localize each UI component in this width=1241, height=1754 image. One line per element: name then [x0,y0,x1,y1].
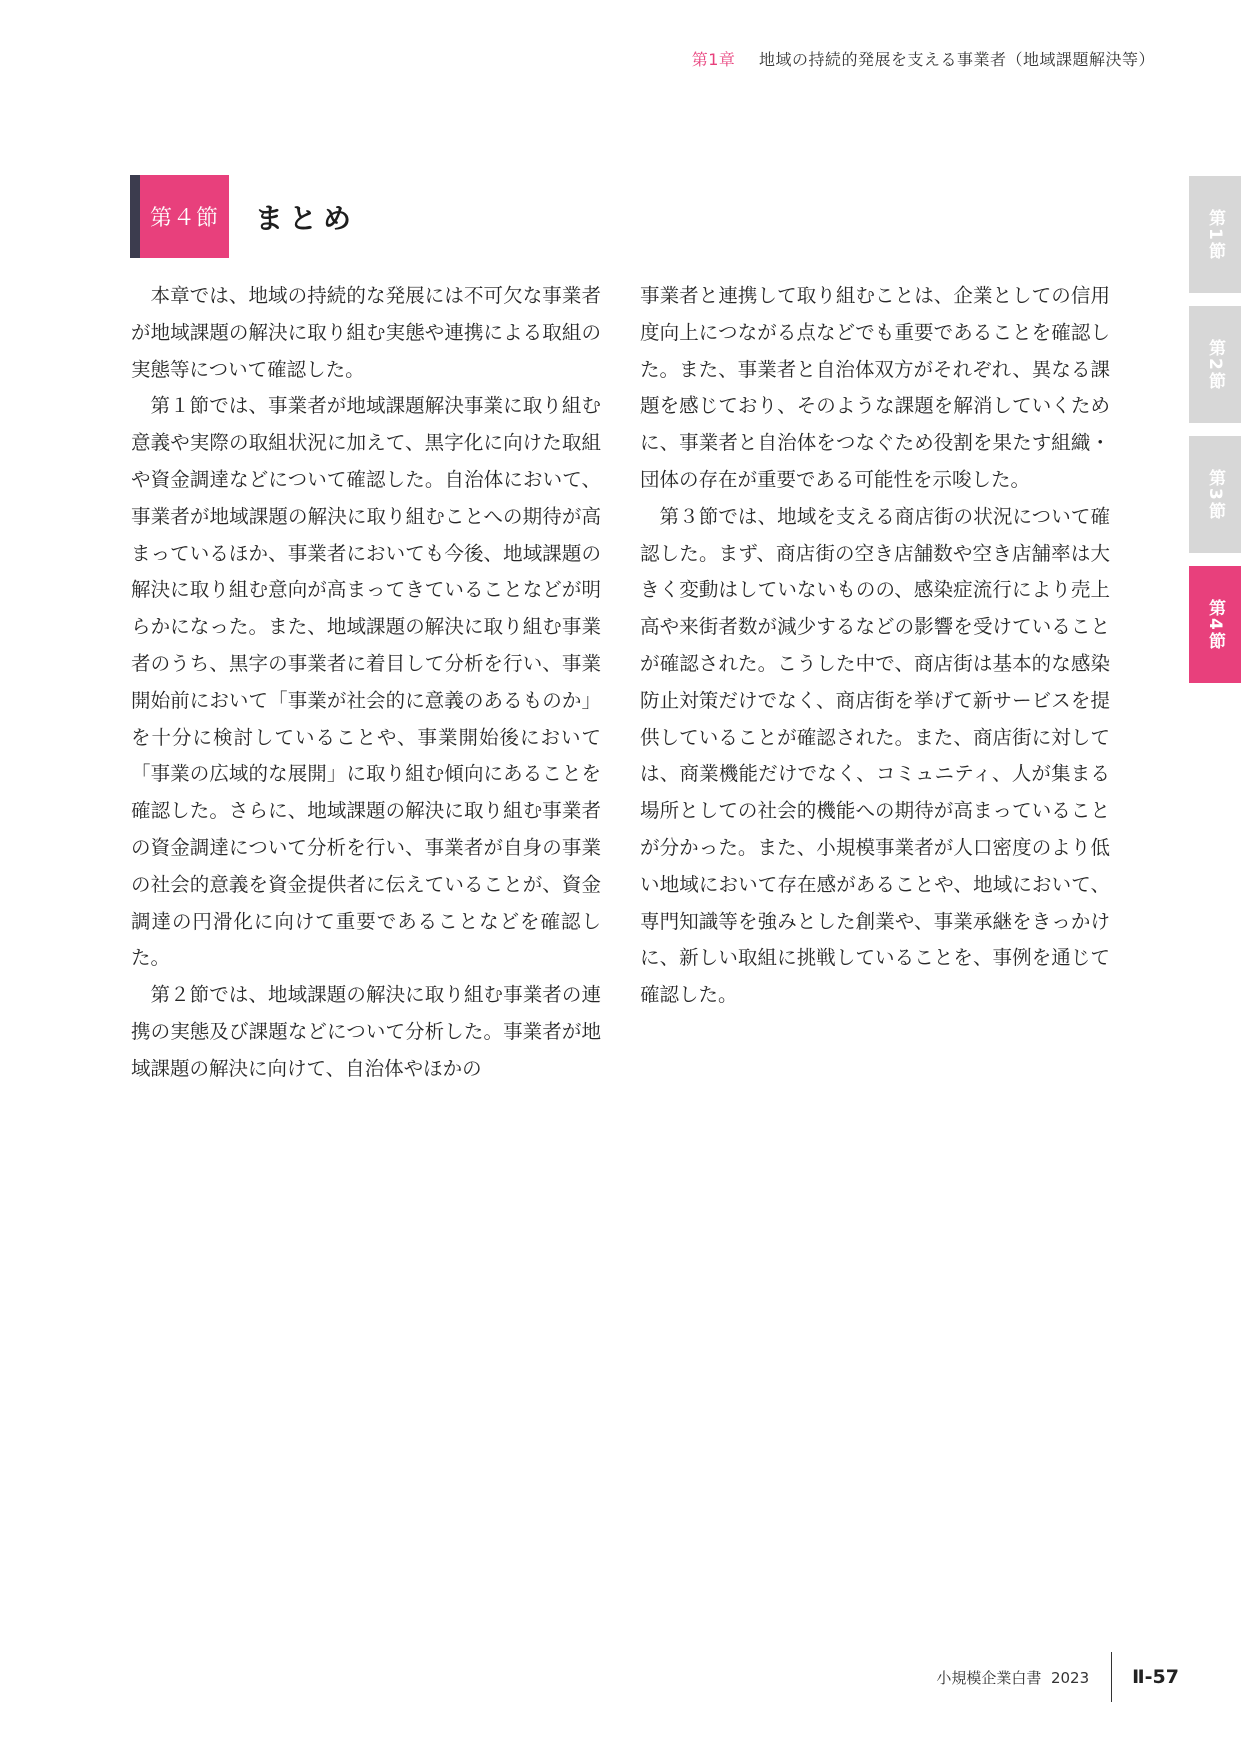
book-year: 2023 [1050,1668,1090,1687]
side-tab-section-2[interactable] [1189,306,1241,423]
footer-book-title [936,1667,1089,1688]
section-heading-bar [130,175,140,258]
section-side-tabs [1189,176,1241,696]
side-tab-label: 第1節 [1205,208,1225,261]
side-tab-label: 第3節 [1205,468,1225,521]
section-heading [130,175,357,258]
book-title-text: 小規模企業白書 [936,1668,1042,1687]
side-tab-section-3[interactable] [1189,436,1241,553]
chapter-label: 第1章 [691,50,736,69]
body-column-right [640,278,1110,1014]
side-tab-section-1[interactable] [1189,176,1241,293]
body-paragraph: 本章では、地域の持続的な発展には不可欠な事業者が地域課題の解決に取り組む実態や連携による取組の実態等について確認した。 [131,284,601,381]
side-tab-label: 第2節 [1205,338,1225,391]
section-title: まとめ [255,201,358,235]
page-footer [936,1652,1179,1702]
body-paragraph: 第２節では、地域課題の解決に取り組む事業者の連携の実態及び課題などについて分析した。事業者が地域課題の解決に向けて、自治体やほかの [131,983,601,1080]
footer-divider [1111,1652,1112,1702]
section-number-badge: 第４節 [140,175,229,258]
chapter-title: 地域の持続的発展を支える事業者（地域課題解決等） [758,50,1155,69]
body-paragraph: 第１節では、事業者が地域課題解決事業に取り組む意義や実際の取組状況に加えて、黒字化に向けた取組や資金調達などについて確認した。自治体において、事業者が地域課題の解決に取り組むことへの期待が高まっているほか、事業者においても今後、地域課題の解決に取り組む意向が高まってきていることなどが明らかになった。また、地域課題の解決に取り組む事業者のうち、黒字の事業者に着目して分析を行い、事業開始前において「事業が社会的に意義のあるものか」を十分に検討していることや、事業開始後において「事業の広域的な展開」に取り組む傾向にあることを確認した。さらに、地域課題の解決に取り組む事業者の資金調達について分析を行い、事業者が自身の事業の社会的意義を資金提供者に伝えていることが、資金調達の円滑化に向けて重要であることなどを確認した。 [131,394,601,970]
side-tab-section-4[interactable] [1189,566,1241,683]
side-tab-label: 第4節 [1205,598,1225,651]
body-paragraph: 事業者と連携して取り組むことは、企業としての信用度向上につながる点などでも重要であることを確認した。また、事業者と自治体双方がそれぞれ、異なる課題を感じており、そのような課題を解消していくために、事業者と自治体をつなぐため役割を果たす組織・団体の存在が重要である可能性を示唆した。 [640,284,1110,491]
body-column-left [131,278,601,1088]
running-header [692,47,1155,70]
page-number: Ⅱ-57 [1132,1666,1179,1688]
body-paragraph: 第３節では、地域を支える商店街の状況について確認した。まず、商店街の空き店舗数や空き店舗率は大きく変動はしていないものの、感染症流行により売上高や来街者数が減少するなどの影響を受けていることが確認された。こうした中で、商店街は基本的な感染防止対策だけでなく、商店街を挙げて新サービスを提供していることが確認された。また、商店街に対しては、商業機能だけでなく、コミュニティ、人が集まる場所としての社会的機能への期待が高まっていることが分かった。また、小規模事業者が人口密度のより低い地域において存在感があることや、地域において、専門知識等を強みとした創業や、事業承継をきっかけに、新しい取組に挑戦していることを、事例を通じて確認した。 [640,504,1110,1007]
